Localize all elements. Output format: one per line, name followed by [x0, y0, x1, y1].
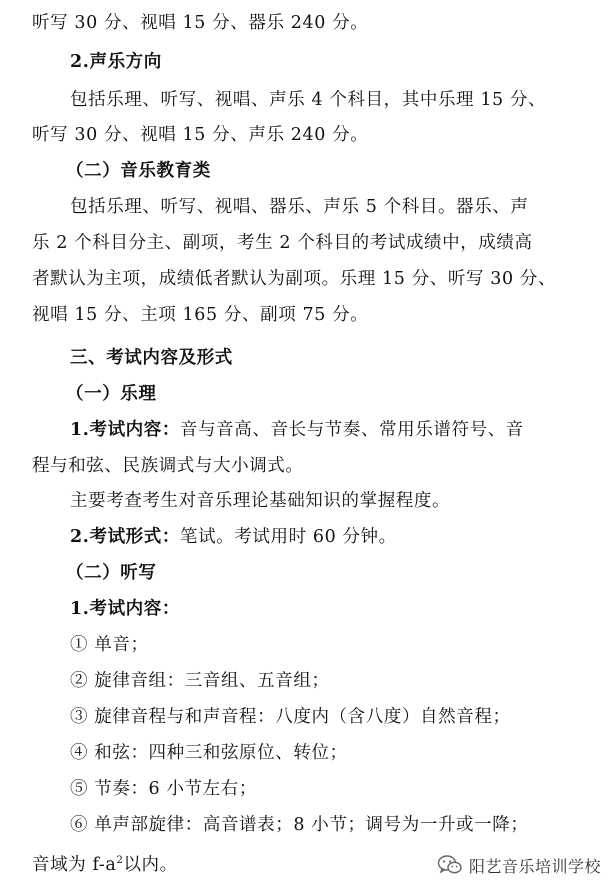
text-line — [70, 519, 591, 555]
range-text: 音域为 f-a — [32, 855, 117, 875]
list-item: ③ 旋律音程与和声音程：八度内（含八度）自然音程； — [70, 707, 511, 727]
text-line: 听写 30 分、视唱 15 分、声乐 240 分。 — [32, 125, 369, 145]
watermark — [433, 850, 607, 880]
section-heading: 2.声乐方向 — [70, 52, 162, 72]
watermark-text: 阳艺音乐培训学校 — [468, 856, 601, 876]
text-line: 乐 2 个科目分主、副项，考生 2 个科目的考试成绩中，成绩高 — [32, 233, 533, 253]
list-item: ⑤ 节奏：6 小节左右； — [70, 779, 257, 799]
text-line: 包括乐理、听写、视唱、器乐、声乐 5 个科目。器乐、声 — [70, 197, 529, 217]
text-line: 者默认为主项，成绩低者默认为副项。乐理 15 分、听写 30 分、 — [32, 269, 557, 289]
text-line — [70, 412, 591, 448]
text-line: 程与和弦、民族调式与大小调式。 — [32, 456, 304, 476]
list-item: ② 旋律音组：三音组、五音组； — [70, 671, 330, 691]
text-line: 听写 30 分、视唱 15 分、器乐 240 分。 — [32, 13, 369, 33]
list-item: ④ 和弦：四种三和弦原位、转位； — [70, 743, 348, 763]
text-line: 包括乐理、听写、视唱、声乐 4 个科目，其中乐理 15 分、 — [70, 90, 547, 110]
text-line: 视唱 15 分、主项 165 分、副项 75 分。 — [32, 305, 369, 325]
label-bold: 2.考试形式： — [70, 527, 180, 547]
section-heading: （二）音乐教育类 — [66, 161, 211, 181]
wechat-icon — [437, 854, 463, 876]
list-item: ⑥ 单声部旋律：高音谱表；8 小节；调号为一升或一降； — [70, 815, 529, 835]
section-heading: （一）乐理 — [66, 384, 157, 404]
label-bold: 1.考试内容： — [70, 420, 180, 440]
text-line: 主要考查考生对音乐理论基础知识的掌握程度。 — [70, 491, 451, 511]
label-rest: 音与音高、音长与节奏、常用乐谱符号、音 — [179, 420, 524, 440]
chapter-heading: 三、考试内容及形式 — [70, 348, 233, 368]
superscript: 2 — [116, 855, 124, 866]
section-heading: 1.考试内容： — [70, 599, 180, 619]
list-item: ① 单音； — [70, 635, 149, 655]
label-rest: 笔试。考试用时 60 分钟。 — [179, 527, 397, 547]
range-text-end: 以内。 — [123, 855, 178, 875]
section-heading: （二）听写 — [66, 563, 157, 583]
